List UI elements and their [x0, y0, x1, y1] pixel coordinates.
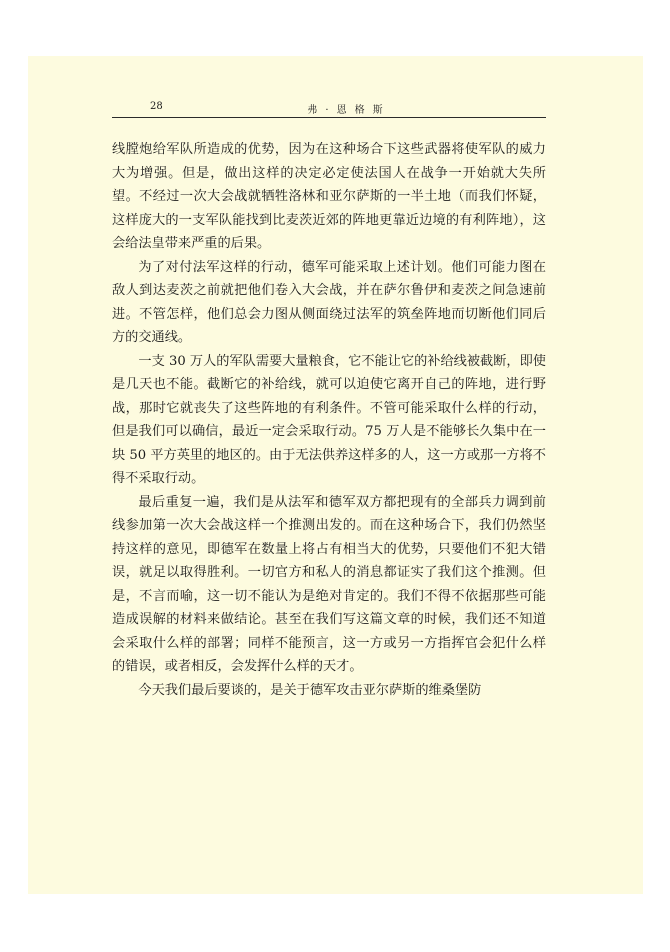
paragraph: 最后重复一遍，我们是从法军和德军双方都把现有的全部兵力调到前线参加第一次大会战这样一个推测出发的。而在这种场合下，我们仍然坚持这样的意见，即德军在数量上将占有相当大的优势，只要他们不犯大错误，就足以取得胜利。一切官方和私人的消息都证实了我们这个推测。但是，不言而喻，这一切不能认为是绝对肯定的。我们不得不依据那些可能造成误解的材料来做结论。甚至在我们写这篇文章的时候，我们还不知道会采取什么样的部署；同样不能预言，这一方或另一方指挥官会犯什么样的错误，或者相反，会发挥什么样的天才。	[112, 494, 546, 674]
paragraph: 今天我们最后要谈的，是关于德军攻击亚尔萨斯的维桑堡防	[138, 682, 482, 698]
running-title: 弗·恩格斯	[307, 105, 391, 116]
body-text	[112, 138, 546, 702]
paragraph: 为了对付法军这样的行动，德军可能采取上述计划。他们可能力图在敌人到达麦茨之前就把他们卷入大会战，并在萨尔鲁伊和麦茨之间急速前进。不管怎样，他们总会力图从侧面绕过法军的筑垒阵地而切断他们同后方的交通线。	[112, 259, 546, 345]
paragraph: 线膛炮给军队所造成的优势，因为在这种场合下这些武器将使军队的威力大为增强。但是，做出这样的决定必定使法国人在战争一开始就大失所望。不经过一次大会战就牺牲洛林和亚尔萨斯的一半土地（而我们怀疑，这样庞大的一支军队能找到比麦茨近郊的阵地更靠近边境的有利阵地），这会给法皇带来严重的后果。	[112, 142, 546, 251]
page-number: 28	[150, 101, 163, 112]
paragraph: 一支 30 万人的军队需要大量粮食，它不能让它的补给线被截断，即使是几天也不能。截断它的补给线，就可以迫使它离开自己的阵地，进行野战，那时它就丧失了这些阵地的有利条件。不管可能采取什么样的行动，但是我们可以确信，最近一定会采取行动。75 万人是不能够长久集中在一块 50 平方英里的地区的。由于无法供养这样多的人，这一方或那一方将不得不采取行动。	[112, 353, 546, 486]
running-header	[112, 99, 546, 118]
